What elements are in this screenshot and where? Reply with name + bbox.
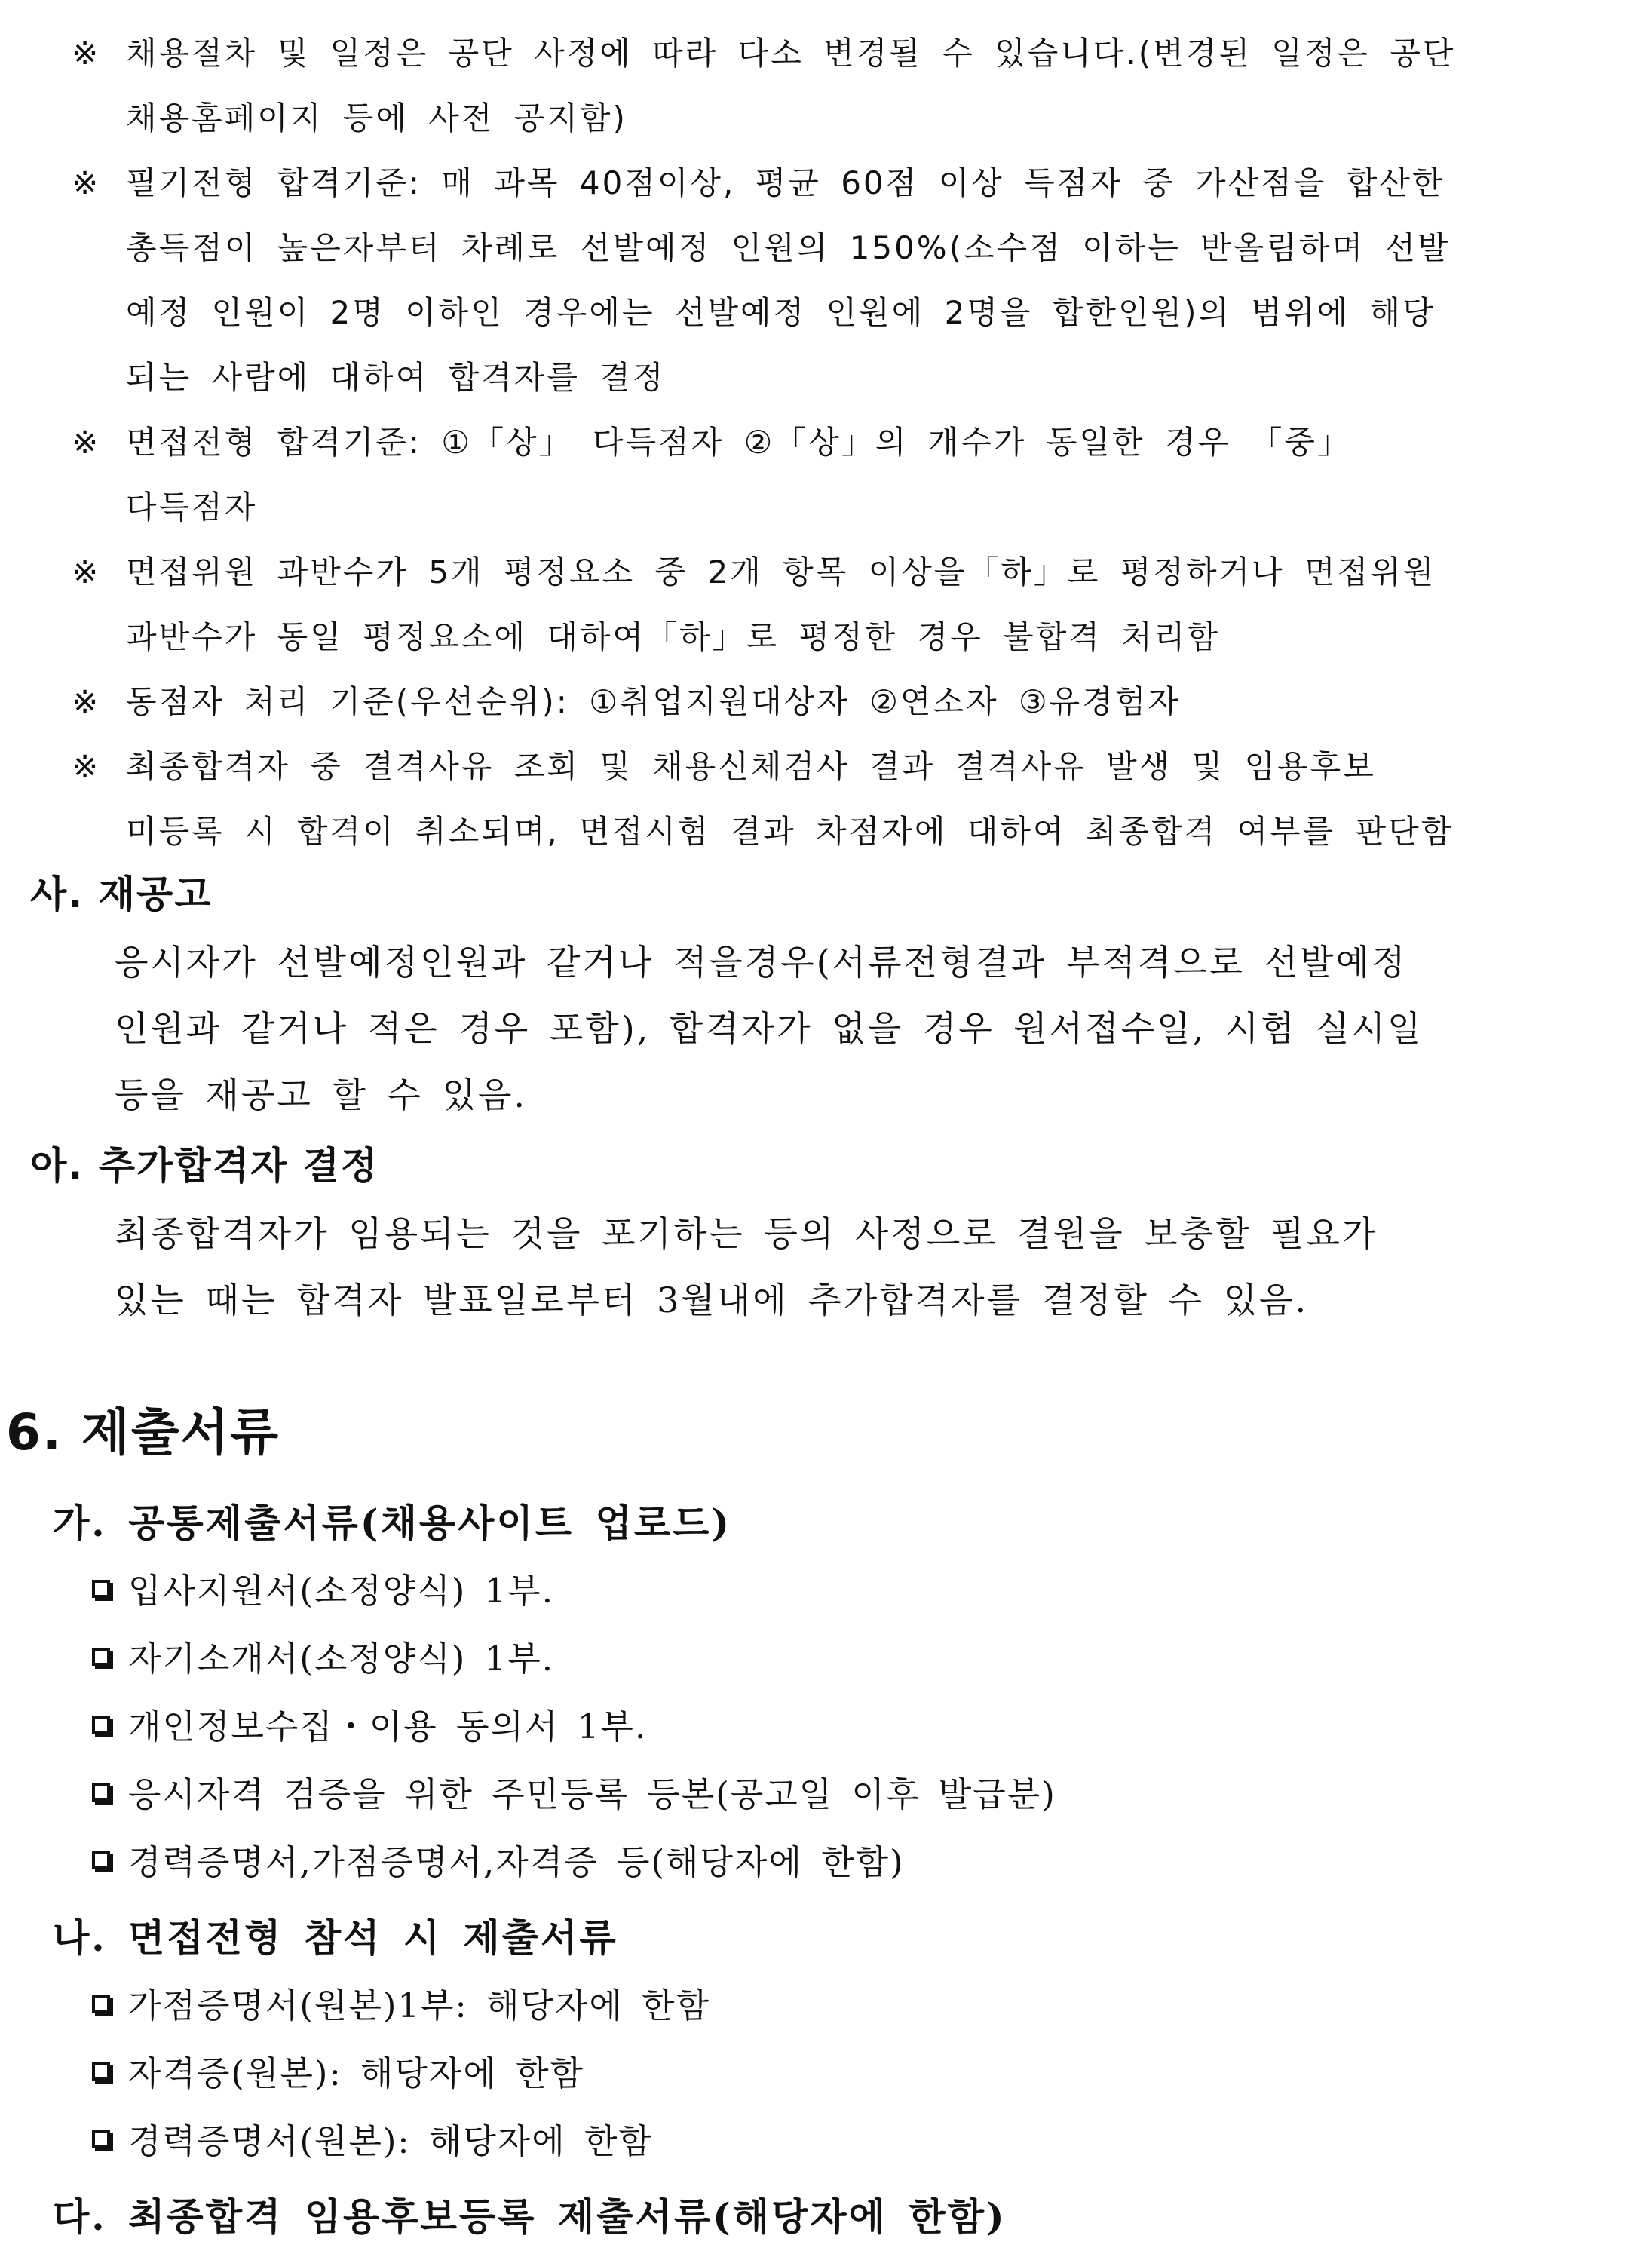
section-re-announcement [30, 860, 1629, 1128]
section-body [30, 1200, 1629, 1333]
note-interview-criteria [72, 410, 1640, 540]
section-heading: 사. 재공고 [30, 872, 213, 916]
checkbox-icon [92, 2130, 110, 2148]
group-common-documents [53, 1489, 1621, 1897]
list-item-text: 가점증명서(원본)1부: 해당자에 한함 [128, 1985, 711, 2025]
note-mark: ※ [72, 35, 101, 72]
note-mark: ※ [72, 424, 101, 461]
list-item [53, 1829, 1621, 1897]
note-line: 최종합격자 중 결격사유 조회 및 채용신체검사 결과 결격사유 발생 및 임용후보 [126, 748, 1376, 785]
list-item-text: 응시자격 검증을 위한 주민등록 등본(공고일 이후 발급분) [128, 1774, 1056, 1814]
list-item [53, 1693, 1621, 1761]
notes-list [72, 21, 1640, 864]
checkbox-icon [92, 2062, 110, 2081]
document-checklist [53, 1557, 1621, 1897]
checkbox-icon [92, 1851, 110, 1869]
body-line: 응시자가 선발예정인원과 같거나 적을경우(서류전형결과 부적격으로 선발예정 [115, 942, 1408, 983]
checkbox-icon [92, 1783, 110, 1802]
checkbox-icon [92, 1580, 110, 1598]
section-heading: 아. 추가합격자 결정 [30, 1144, 379, 1188]
note-mark: ※ [72, 164, 101, 201]
group-heading: 나. 면접전형 참석 시 제출서류 [53, 1915, 618, 1960]
note-interview-fail-rule [72, 540, 1640, 670]
section-additional-pass [30, 1131, 1629, 1333]
list-item-text: 경력증명서(원본): 해당자에 한함 [128, 2121, 653, 2161]
note-schedule-change [72, 21, 1640, 151]
list-item [53, 1557, 1621, 1625]
note-written-exam-criteria [72, 151, 1640, 410]
note-line: 동점자 처리 기준(우선순위): ①취업지원대상자 ②연소자 ③유경험자 [126, 683, 1181, 720]
note-mark: ※ [72, 553, 101, 590]
body-line: 최종합격자가 임용되는 것을 포기하는 등의 사정으로 결원을 보충할 필요가 [115, 1213, 1378, 1254]
note-line: 예정 인원이 2명 이하인 경우에는 선발예정 인원에 2명을 합한인원)의 범위에 해당 [126, 294, 1436, 331]
note-disqualification [72, 734, 1640, 864]
body-line: 있는 때는 합격자 발표일로부터 3월내에 추가합격자를 결정할 수 있음. [115, 1280, 1309, 1320]
list-item [53, 1625, 1621, 1693]
list-item [53, 1972, 1621, 2040]
group-interview-documents [53, 1904, 1621, 2176]
note-mark: ※ [72, 683, 101, 720]
group-heading: 가. 공통제출서류(채용사이트 업로드) [53, 1501, 732, 1545]
group-final-registration-documents [53, 2183, 1621, 2251]
note-line: 다득점자 [126, 489, 258, 526]
note-line: 필기전형 합격기준: 매 과목 40점이상, 평균 60점 이상 득점자 중 가산점을 합산한 [126, 164, 1445, 201]
note-line: 되는 사람에 대하여 합격자를 결정 [126, 359, 666, 396]
body-line: 인원과 같거나 적은 경우 포함), 합격자가 없을 경우 원서접수일, 시험 실시일 [115, 1008, 1424, 1049]
list-item [53, 2108, 1621, 2176]
list-item-text: 자기소개서(소정양식) 1부. [128, 1639, 555, 1679]
list-item [53, 1761, 1621, 1829]
note-line: 채용홈페이지 등에 사전 공지함) [126, 100, 627, 136]
section-body [30, 929, 1629, 1128]
checkbox-icon [92, 1995, 110, 2013]
checkbox-icon [92, 1648, 110, 1666]
note-line: 면접위원 과반수가 5개 평정요소 중 2개 항목 이상을「하」로 평정하거나 면접위원 [126, 553, 1436, 590]
list-item-text: 경력증명서,가점증명서,자격증 등(해당자에 한함) [128, 1842, 905, 1882]
note-line: 과반수가 동일 평정요소에 대하여「하」로 평정한 경우 불합격 처리함 [126, 618, 1220, 655]
document-checklist [53, 1972, 1621, 2176]
body-line: 등을 재공고 할 수 있음. [115, 1075, 528, 1115]
list-item [53, 2040, 1621, 2108]
note-line: 채용절차 및 일정은 공단 사정에 따라 다소 변경될 수 있습니다.(변경된 일정은 공단 [126, 35, 1456, 72]
checkbox-icon [92, 1716, 110, 1734]
note-line: 면접전형 합격기준: ①「상」 다득점자 ②「상」의 개수가 동일한 경우 「중」 [126, 424, 1351, 461]
note-line: 미등록 시 합격이 취소되며, 면접시험 결과 차점자에 대하여 최종합격 여부를 판단함 [126, 813, 1454, 850]
note-mark: ※ [72, 748, 101, 785]
list-item-text: 자격증(원본): 해당자에 한함 [128, 2053, 585, 2093]
list-item-text: 입사지원서(소정양식) 1부. [128, 1571, 555, 1611]
note-tie-break [72, 670, 1640, 734]
list-item-text: 개인정보수집・이용 동의서 1부. [128, 1706, 648, 1746]
note-line: 총득점이 높은자부터 차례로 선발예정 인원의 150%(소수점 이하는 반올림하며 선발 [126, 229, 1451, 266]
section-6-title: 6. 제출서류 [6, 1403, 280, 1461]
group-heading: 다. 최종합격 임용후보등록 제출서류(해당자에 한함) [53, 2194, 1007, 2239]
